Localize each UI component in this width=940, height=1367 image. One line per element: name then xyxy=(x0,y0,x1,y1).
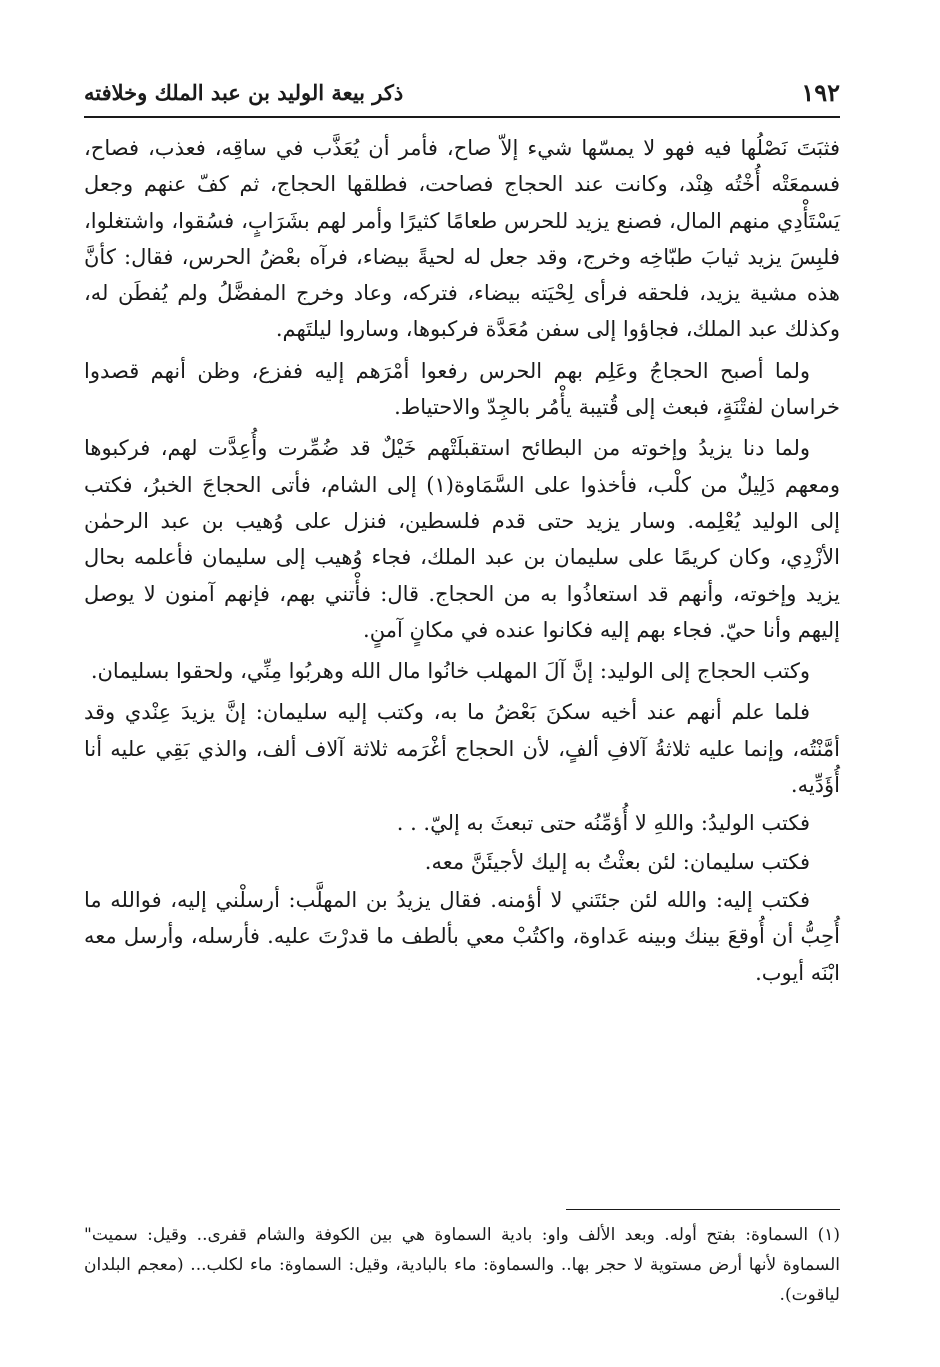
paragraph: ولما أصبح الحجاجُ وعَلِم بهم الحرس رفعوا أمْرَهم إليه ففزع، وظن أنهم قصدوا خراسان لفتْنَةٍ، فبعث إلى قُتيبة يأْمُر بالجِدّ والاحتياط. xyxy=(84,358,840,420)
page-header xyxy=(84,78,840,112)
footnote xyxy=(84,1220,840,1310)
footnote-text: (١) السماوة: بفتح أوله. وبعد الألف واو: بادية السماوة هي بين الكوفة والشام قفرى.. وقيل: سميت" السماوة لأنها أرض مستوية لا حجر بها.. والسماوة: ماء بالبادية، وقيل: السماوة: ماء لكلب... (معجم البلدان لياقوت). xyxy=(84,1225,840,1305)
page-number: ١٩٢ xyxy=(801,78,840,107)
paragraph: فكتب إليه: والله لئن جئتَني لا أؤمنه. فقال يزيدُ بن المهلَّب: أرسلْني إليه، فوالله ما أُحِبُّ أن أُوقعَ بينك وبينه عَداوة، واكتُبْ معي بألطف ما قدرْتَ عليه. فأرسله، وأرسل معه ابْنَه أيوب. xyxy=(84,887,840,985)
header-divider xyxy=(84,116,840,118)
paragraph: ولما دنا يزيدُ وإخوته من البطائح استقبلَتْهم خَيْلٌ قد ضُمِّرت وأُعِدَّت لهم، فركبوها ومعهم دَلِيلٌ من كلْب، فأخذوا على السَّمَاوة(١) إلى الشام، فأتى الحجاجَ الخبرُ، فكتب إلى الوليد يُعْلِمه. وسار يزيد حتى قدم فلسطين، فنزل على وُهيب بن عبد الرحمٰن الأزْدِي، وكان كريمًا على سليمان بن عبد الملك، فجاء وُهيب إلى سليمان فأعلمه بحال يزيد وإخوته، وأنهم قد استعاذُوا به من الحجاج. قال: فأْتني بهم، فإنهم آمنون لا يوصل إليهم وأنا حيّ. فجاء بهم إليه فكانوا عنده في مكانٍ آمنٍ. xyxy=(84,436,840,642)
footnote-divider xyxy=(566,1209,840,1210)
quoted-line: فكتب الوليدُ: واللهِ لا أُؤمِّنُه حتى تبعثَ به إليّ. . . xyxy=(396,811,810,836)
paragraph: فلما علم أنهم عند أخيه سكنَ بَعْضُ ما به، وكتب إليه سليمان: إنَّ يزيدَ عِنْدي وقد أمَّنْتُه، وإنما عليه ثلاثةُ آلافِ ألفٍ، لأن الحجاج أغْرَمه ثلاثة آلاف ألف، والذي بَقِي عليه أنا أُؤَدِّيه. xyxy=(84,700,840,798)
quoted-line: فكتب سليمان: لئن بعثْتُ به إليك لأجيئَنَّ معه. xyxy=(424,849,810,874)
main-text xyxy=(84,130,840,991)
paragraph: فثبَتَ نَصْلُها فيه فهو لا يمسّها شيء إلاّ صاح، فأمر أن يُعَذَّب في ساقِه، فعذب، فصاح، فسمعَتْه أُخْتُه هِنْد، وكانت عند الحجاج فصاحت، فطلقها الحجاج، ثم كفّ عنهم وجعل يَسْتَأْدِي منهم المال، فصنع يزيد للحرس طعامًا كثيرًا وأمر لهم بشَرَابٍ، فسُقوا، واشتغلوا، فلبِسَ يزيد ثيابَ طبّاخِه وخرج، وقد جعل له لحيةً بيضاء، فرآه بعْضُ الحرس، فقال: كأنَّ هذه مشية يزيد، فلحقه فرأى لِحْيَته بيضاء، فتركه، وعاد وخرج المفضَّلُ ولم يُفطَن له، وكذلك عبد الملك، فجاؤوا إلى سفن مُعَدَّة فركبوها، وساروا ليلتَهم. xyxy=(84,136,840,342)
paragraph: وكتب الحجاج إلى الوليد: إنَّ آلَ المهلب خانُوا مال الله وهربُوا مِنِّي، ولحقوا بسليمان. xyxy=(90,659,810,684)
running-title: ذكر بيعة الوليد بن عبد الملك وخلافته xyxy=(84,80,404,105)
